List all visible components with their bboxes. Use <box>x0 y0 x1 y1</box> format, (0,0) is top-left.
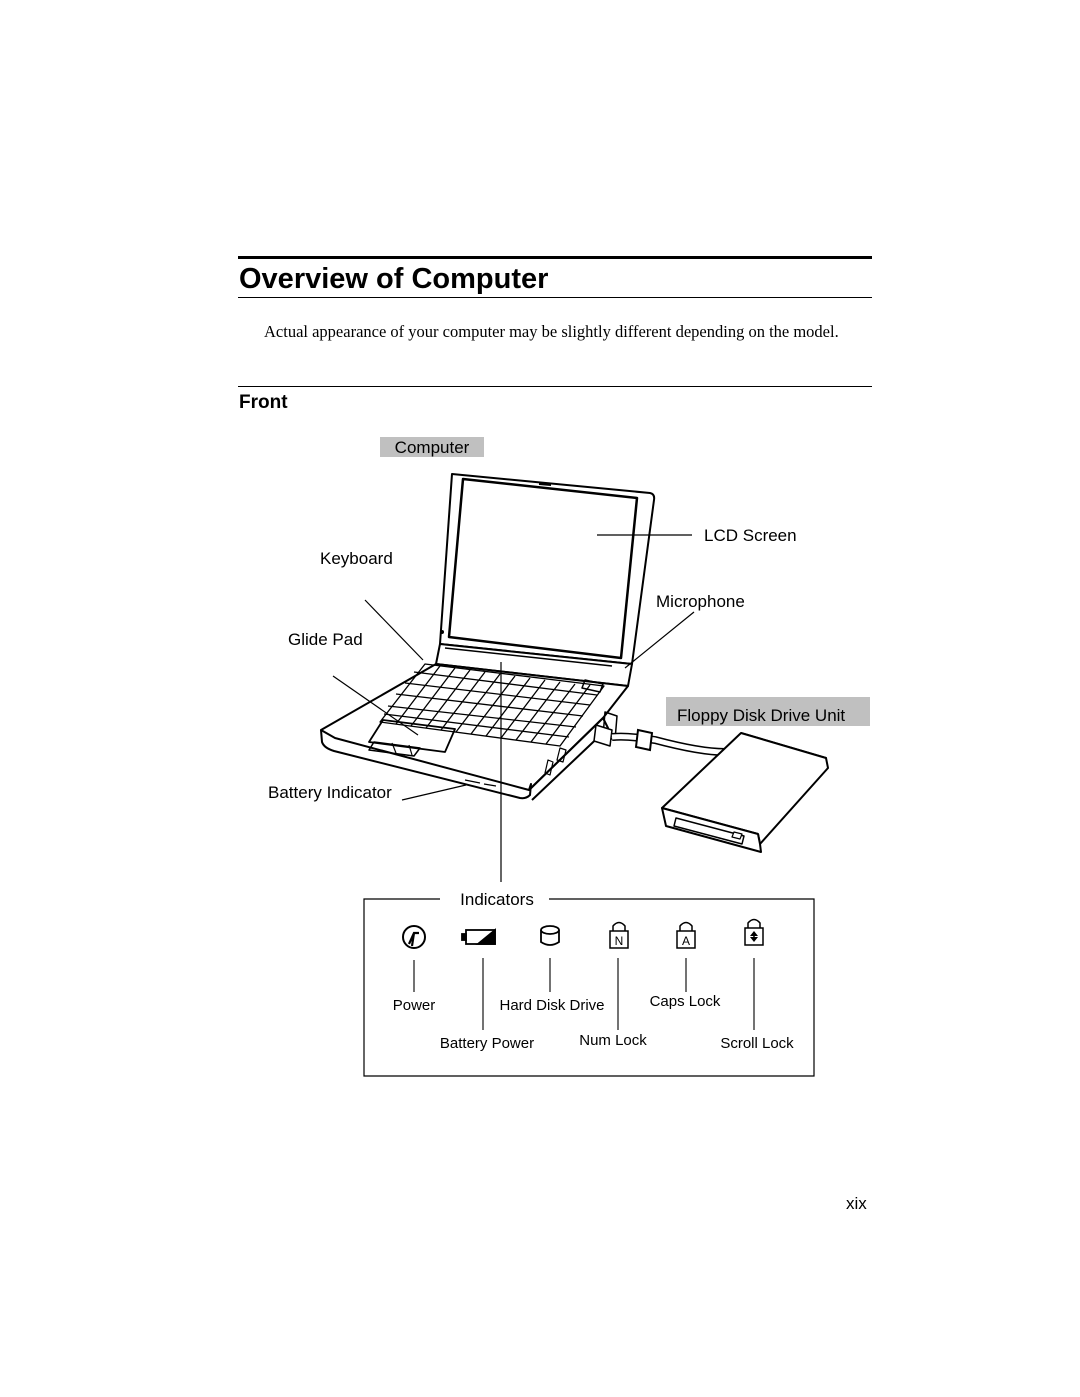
hard-disk-icon <box>541 926 559 945</box>
scroll-lock-icon <box>745 920 763 946</box>
power-icon <box>403 926 425 948</box>
page-title: Overview of Computer <box>239 263 549 295</box>
scroll-lock-label: Scroll Lock <box>720 1035 794 1052</box>
floppy-cable <box>612 730 725 752</box>
num-lock-label: Num Lock <box>579 1032 647 1049</box>
intro-paragraph: Actual appearance of your computer may be slightly different depending on the model. <box>264 322 839 341</box>
battery-indicator-label: Battery Indicator <box>268 783 392 802</box>
num-lock-glyph: N <box>614 934 624 948</box>
battery-power-label: Battery Power <box>439 1035 535 1052</box>
caps-lock-label: Caps Lock <box>649 993 721 1010</box>
hard-disk-drive-label: Hard Disk Drive <box>499 997 605 1014</box>
microphone-label: Microphone <box>656 592 745 611</box>
caps-lock-glyph: A <box>681 934 691 948</box>
lcd-screen-label: LCD Screen <box>704 526 797 545</box>
laptop-illustration <box>321 474 654 800</box>
indicators-title: Indicators <box>460 890 534 909</box>
computer-label: Computer <box>394 438 470 457</box>
keyboard-label: Keyboard <box>320 549 393 568</box>
floppy-disk-drive-unit-label: Floppy Disk Drive Unit <box>677 706 846 725</box>
glide-pad-label: Glide Pad <box>288 630 363 649</box>
page-number: xix <box>846 1194 867 1213</box>
indicators-box <box>364 890 814 1076</box>
battery-icon <box>462 930 495 944</box>
power-label: Power <box>392 997 436 1014</box>
section-heading: Front <box>239 392 288 413</box>
